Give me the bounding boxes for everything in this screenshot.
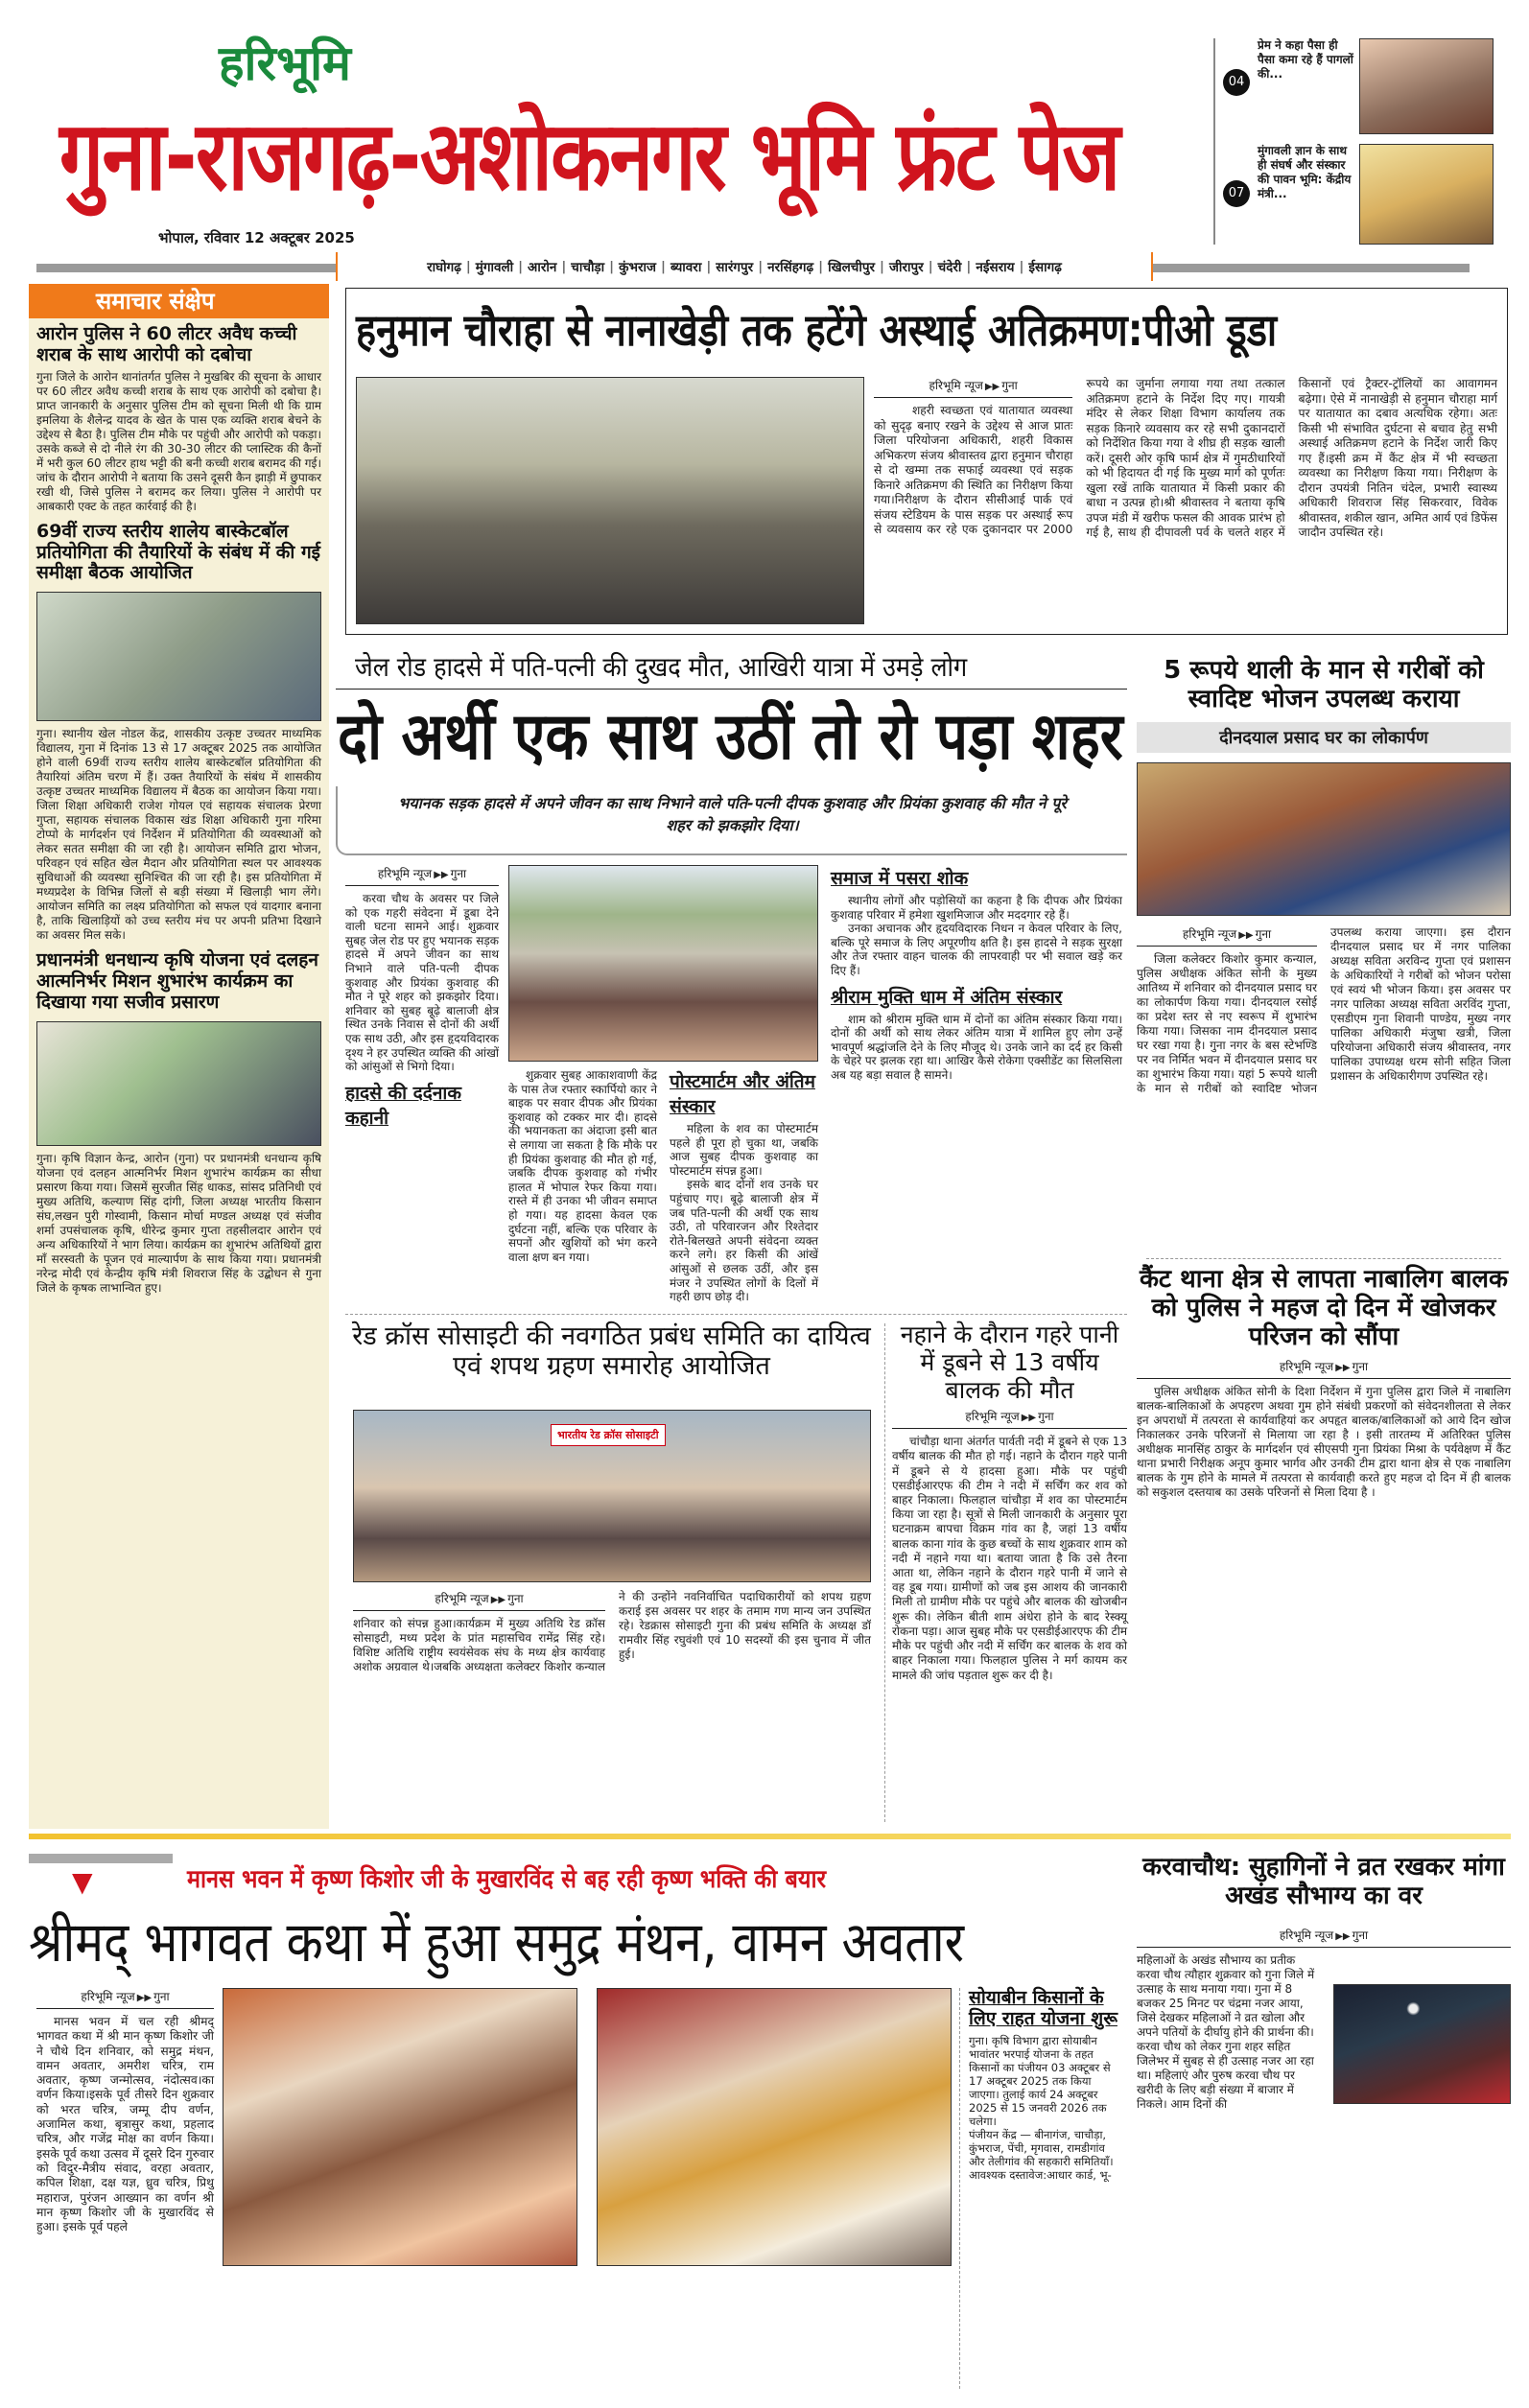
byline-city: गुना bbox=[1352, 1928, 1369, 1942]
sub2-body: महिला के शव का पोस्टमार्टम पहले ही पूरा हो चुका था, जबकि आज सुबह दीपक कुशवाह का पोस्टमार्टम संपन्न हुआ। bbox=[670, 1122, 818, 1178]
top-story-body: शहरी स्वच्छता एवं यातायात व्यवस्था को सुदृढ़ बनाए रखने के उद्देश्य से आज प्रातः जिला परियोजना अधिकारी, शहरी विकास अभिकरण संजय श्रीवास्तव द्वारा हनुमान चौराहा से दो खम्मा तक सफाई व्यवस्था एवं सड़क किनारे अतिक्रमण की स्थिति का निरीक्षण किया गया।निरीक्षण के दौरान सीसीआई पार्क एवं संजय स्टेडियम के पास सड़क पर अस्थाई रूप से व्यवसाय कर रहे एक दुकानदार पर 2000 रूपये का जुर्माना लगाया गया तथा तत्काल अतिक्रमण हटाने के निर्देश दिए गए। गायत्री मंदिर से लेकर शिक्षा विभाग कार्यालय तक सड़क किनारे व्यवसाय कर रहे सभी दुकानदारों को निर्देशित किया गया वे शीघ्र ही सड़क खाली करें। दूसरी ओर कृषि फार्म क्षेत्र में गुमठीधारियों को भी हिदायत दी गई कि मुख्य मार्ग को पूर्णतः खुला रखें ताकि यातायात में किसी प्रकार की बाधा न उत्पन्न हो।श्री श्रीवास्तव ने बताया कृषि उपज मंडी में खरीफ फसल की आवक प्रारंभ हो गई है, साथ ही दीपावली पर्व के चलते शहर में किसानों एवं ट्रैक्टर-ट्रॉलियों का आवागमन बढ़ेगा। ऐसे में नानाखेड़ी से हनुमान चौराहा मार्ग पर यातायात का दबाव अत्यधिक रहेगा। अतः किसी भी संभावित दुर्घटना से बचाव हेतु सभी अस्थाई अतिक्रमण हटाने के निर्देश जारी किए गए हैं।इसी क्रम में कैंट क्षेत्र में भी स्वच्छता व्यवस्था का निरीक्षण किया गया। निरीक्षण के दौरान उपयंत्री नितिन चंदेल, प्रभारी स्वास्थ्य अधिकारी शिवराज सिंह सिकरवार, विवेक श्रीवास्तव, शकील खान, अमित आर्य एवं डिफेंस जादौन उपस्थित रहे। bbox=[874, 377, 1497, 539]
byline-city: गुना bbox=[1352, 1359, 1369, 1373]
lead-headline: दो अर्थी एक साथ उठीं तो रो पड़ा शहर bbox=[338, 699, 1123, 775]
karwa-photo-slot bbox=[1329, 1984, 1511, 2109]
byline-city: गुना bbox=[1038, 1410, 1054, 1424]
red-chevron-icon: ▼ bbox=[72, 1866, 93, 1898]
lead-col-4 bbox=[831, 865, 1122, 1083]
location-link[interactable]: नईसराय bbox=[976, 260, 1015, 275]
separator: | bbox=[609, 259, 615, 274]
byline bbox=[345, 865, 499, 886]
divider bbox=[884, 1323, 885, 1822]
teaser-text: मुंगावली ज्ञान के साथ ही संघर्ष और संस्कार की पावन भूमि: केंद्रीय मंत्री... bbox=[1258, 144, 1352, 200]
byline bbox=[1137, 1358, 1511, 1379]
thali-headline: 5 रूपये थाली के मान से गरीबों को स्वादिष्ट भोजन उपलब्ध कराया bbox=[1164, 656, 1484, 713]
separator: | bbox=[928, 259, 933, 274]
gray-tab bbox=[29, 1854, 173, 1863]
thali-subhead: दीनदयाल प्रसाद घर का लोकार्पण bbox=[1137, 722, 1511, 753]
byline bbox=[892, 1408, 1127, 1429]
karwa-body bbox=[1137, 1953, 1511, 2112]
location-link[interactable]: आरोन bbox=[528, 260, 557, 275]
dateline: भोपाल, रविवार 12 अक्टूबर 2025 bbox=[158, 229, 355, 246]
byline-agency: हरिभूमि न्यूज bbox=[1279, 1928, 1334, 1942]
drowning-story bbox=[892, 1321, 1127, 1827]
separator: | bbox=[706, 259, 712, 274]
byline-agency: हरिभूमि न्यूज bbox=[965, 1410, 1020, 1424]
subhead: श्रीराम मुक्ति धाम में अंतिम संस्कार bbox=[831, 986, 1063, 1008]
thali-story bbox=[1137, 657, 1511, 1256]
karwa-story bbox=[1137, 1846, 1511, 2393]
katha-audience-photo bbox=[223, 1988, 577, 2266]
brief-headline: आरोन पुलिस ने 60 लीटर अवैध कच्ची शराब के साथ आरोपी को दबोचा bbox=[36, 323, 297, 365]
drowning-body: चांचौड़ा थाना अंतर्गत पार्वती नदी में डूबने से एक 13 वर्षीय बालक की मौत हो गई। नहाने के दौरान गहरे पानी में डूबने से ये हादसा हुआ। मौके पर पहुंची एसडीईआरएफ की टीम ने नदी में सर्चिंग कर शव को बाहर निकाला। फिलहाल चांचौड़ा में शव का पोस्टमार्टम किया जा रहा है। सूत्रों से मिली जानकारी के अनुसार पूरा घटनाक्रम बापचा विक्रम गांव का है, जहां 13 वर्षीय बालक काना गांव के कुछ बच्चों के साथ शुक्रवार शाम को नदी में नहाने गया था। बताया जाता है कि उसे तैरना आता था, लेकिन नहाने के दौरान गहरे पानी में जाने से वह डूब गया। ग्रामीणों को जब इस आशय की जानकारी मिली तो ग्रामीण मौके पर पहुंचे और बालक की खोजबीन शुरू की। लेकिन बीती शाम अंधेरा होने के बाद रेस्क्यू रोकना पड़ा। आज सुबह मौके पर एसडीईआरएफ की टीम मौके पर पहुंची और नदी में सर्चिंग कर बालक के शव को बाहर निकाला गया। फिलहाल पुलिस ने मर्ग कायम कर मामले की जांच पड़ताल शुरू कर दी है। bbox=[892, 1435, 1127, 1682]
byline-agency: हरिभूमि न्यूज bbox=[435, 1592, 489, 1605]
krishi-broadcast-photo bbox=[36, 1021, 321, 1146]
drowning-headline: नहाने के दौरान गहरे पानी में डूबने से 13 वर्षीय बालक की मौत bbox=[900, 1321, 1119, 1404]
byline-city: गुना bbox=[153, 1990, 170, 2003]
brief-headline: प्रधानमंत्री धनधान्य कृषि योजना एवं दलहन आत्मनिर्भर मिशन शुभारंभ कार्यक्रम का दिखाया गया सजीव प्रसारण bbox=[36, 949, 318, 1013]
byline-agency: हरिभूमि न्यूज bbox=[929, 379, 983, 392]
news-brief-sidebar bbox=[29, 284, 329, 1829]
teaser-1[interactable] bbox=[1223, 38, 1492, 134]
location-link[interactable]: सारंगपुर bbox=[716, 260, 754, 275]
byline-city: गुना bbox=[507, 1592, 524, 1605]
top-story-headline: हनुमान चौराहा से नानाखेड़ी तक हटेंगे अस्थाई अतिक्रमण:पीओ डूडा bbox=[356, 304, 1278, 356]
soybean-headline: सोयाबीन किसानों के लिए राहत योजना शुरू bbox=[969, 1987, 1117, 2029]
oath-ceremony-photo bbox=[353, 1410, 871, 1582]
fast-forward-icon: ▶▶ bbox=[434, 870, 449, 880]
sub3-body: स्थानीय लोगों और पड़ोसियों का कहना है कि दीपक और प्रियंका कुशवाह परिवार में हमेशा खुशमिजाज और मददगार रहे हैं। bbox=[831, 894, 1122, 922]
teaser-text: प्रेम ने कहा पैसा ही पैसा कमा रहे हैं पागलों की... bbox=[1258, 38, 1353, 81]
top-story bbox=[345, 288, 1508, 635]
separator: | bbox=[518, 259, 524, 274]
divider bbox=[959, 1988, 960, 2389]
brief-headline: 69वीं राज्य स्तरीय शालेय बास्केटबॉल प्रतियोगिता की तैयारियों के संबंध में की गई समीक्षा बैठक आयोजित bbox=[36, 520, 320, 584]
sub2-body-2: इसके बाद दोनों शव उनके घर पहुंचाए गए। बूढ़े बालाजी क्षेत्र में जब पति-पत्नी की अर्थी एक साथ उठी, तो परिवारजन और रिश्तेदार रोते-बिलखते अपनी संवेदना व्यक्त करने लगे। हर किसी की आंखें आंसुओं से छलक उठीं, और इस मंजर ने उपस्थित लोगों के दिलों में गहरी छाप छोड़ दी। bbox=[670, 1178, 818, 1304]
bhagwat-headline: श्रीमद् भागवत कथा में हुआ समुद्र मंथन, वामन अवतार bbox=[29, 1909, 965, 1975]
lead-col-3 bbox=[670, 1068, 818, 1304]
kicker-rule bbox=[336, 689, 1127, 690]
fast-forward-icon: ▶▶ bbox=[1335, 1362, 1351, 1373]
subhead: समाज में पसरा शोक bbox=[831, 868, 969, 889]
byline-agency: हरिभूमि न्यूज bbox=[1279, 1359, 1334, 1373]
subhead: हादसे की दर्दनाक कहानी bbox=[345, 1082, 461, 1129]
bhagwat-story bbox=[29, 1846, 1127, 2393]
page-number-badge: 07 bbox=[1223, 180, 1250, 207]
section-rule bbox=[29, 1834, 1511, 1839]
separator: | bbox=[1019, 259, 1024, 274]
location-link[interactable]: ईसागढ़ bbox=[1028, 260, 1062, 275]
page-number-badge: 04 bbox=[1223, 69, 1250, 96]
title-box bbox=[59, 96, 1196, 221]
top-story-columns bbox=[874, 377, 1497, 628]
separator: | bbox=[561, 259, 567, 274]
byline bbox=[36, 1988, 214, 2009]
kicker-box bbox=[355, 648, 1122, 687]
basketball-meeting-photo bbox=[36, 592, 321, 721]
masthead bbox=[0, 0, 1529, 278]
byline-agency: हरिभूमि न्यूज bbox=[81, 1990, 135, 2003]
redcross-columns bbox=[353, 1590, 871, 1674]
lead-deck bbox=[336, 786, 1127, 855]
location-link[interactable]: नरसिंहगढ़ bbox=[767, 260, 814, 275]
sidebar-header-label: समाचार संक्षेप bbox=[96, 288, 215, 315]
teaser-photo bbox=[1359, 38, 1494, 134]
thali-columns bbox=[1137, 925, 1511, 1096]
location-link[interactable]: चाचौड़ा bbox=[571, 260, 605, 275]
teaser-2[interactable] bbox=[1223, 144, 1492, 245]
redcross-body: शनिवार को संपन्न हुआ।कार्यक्रम में मुख्य अतिथि रेड क्रॉस सोसाइटी, मध्य प्रदेश के प्रांत महासचिव रामेंद्र सिंह रहे। विशिष्ट अतिथि राष्ट्रीय स्वयंसेवक संघ के मध्य क्षेत्र कार्यवाह अशोक अग्रवाल थे।जबकि अध्यक्षता कलेक्टर किशोर कन्याल ने की उन्होंने नवनिर्वाचित पदाधिकारीयों को शपथ ग्रहण कराई इस अवसर पर शहर के तमाम गण मान्य जन उपस्थित रहे। रेडक्रास सोसाइटी गुना की प्रबंध समिति के अध्यक्ष डॉ रामवीर सिंह रघुवंशी एवं 10 सदस्यों की इस चुनाव में जीत हुई। bbox=[353, 1590, 871, 1673]
sub3-body-2: उनका अचानक और हृदयविदारक निधन न केवल परिवार के लिए, बल्कि पूरे समाज के लिए अपूरणीय क्षति है। इस हादसे ने सड़क सुरक्षा और तेज रफ्तार वाहन चालक की लापरवाही पर भी सवाल खड़े कर दिए हैं। bbox=[831, 922, 1122, 977]
bhagwat-col-1 bbox=[36, 1988, 214, 2234]
soybean-body-2: पंजीयन केंद्र — बीनागंज, चाचौड़ा, कुंभराज, पेंची, मृगवास, रामडीगांव और तेलीगांव की सहकारी समितियाँ।आवश्यक दस्तावेज:आधार कार्ड, भू- bbox=[969, 2127, 1114, 2182]
separator: | bbox=[758, 259, 764, 274]
funeral-procession-photo bbox=[508, 865, 818, 1062]
separator: | bbox=[966, 259, 972, 274]
divider bbox=[345, 1314, 1127, 1315]
redcross-story bbox=[345, 1321, 878, 1827]
location-link[interactable]: मुंगावली bbox=[475, 260, 514, 275]
lead-kicker: जेल रोड हादसे में पति-पत्नी की दुखद मौत, आखिरी यात्रा में उमड़े लोग bbox=[355, 651, 968, 683]
location-link[interactable]: खिलचीपुर bbox=[828, 260, 876, 275]
byline bbox=[353, 1590, 605, 1611]
fast-forward-icon: ▶▶ bbox=[1238, 929, 1254, 941]
bhagwat-kicker: मानस भवन में कृष्ण किशोर जी के मुखारविंद से बह रही कृष्ण भक्ति की बयार bbox=[187, 1865, 827, 1894]
lead-col-2 bbox=[508, 1068, 657, 1264]
byline-city: गुना bbox=[1255, 926, 1272, 941]
cantt-headline: कैंट थाना क्षेत्र से लापता नाबालिग बालक को पुलिस ने महज दो दिन में खोजकर परिजन को सौंपा bbox=[1139, 1265, 1509, 1351]
byline-city: गुना bbox=[1001, 379, 1018, 392]
teaser-photo bbox=[1359, 144, 1494, 245]
redcross-headline: रेड क्रॉस सोसाइटी की नवगठित प्रबंध समिति का दायित्व एवं शपथ ग्रहण समारोह आयोजित bbox=[352, 1321, 871, 1382]
byline bbox=[874, 377, 1072, 398]
soybean-body: गुना। कृषि विभाग द्वारा सोयाबीन भावांतर भरपाई योजना के तहत किसानों का पंजीयन 03 अक्टूबर से 17 अक्टूबर 2025 तक किया जाएगा। तुलाई कार्य 24 अक्टूबर 2025 से 15 जनवरी 2026 तक चलेगा। bbox=[969, 2033, 1111, 2128]
encroachment-inspection-photo bbox=[356, 377, 864, 624]
lead-intro: करवा चौथ के अवसर पर जिले को एक गहरी संवेदना में डूबा देने वाली घटना सामने आई। शुक्रवार सुबह जेल रोड पर हुए भयानक सड़क हादसे में अपने जीवन का साथ निभाने वाले पति-पत्नी दीपक कुशवाह और प्रियंका कुशवाह की मौत ने पूरे शहर को झकझोर दिया। शनिवार को सुबह बूढ़े बालाजी क्षेत्र स्थित उनके निवास से दोनों की अर्थी एक साथ उठी, और इस हृदयविदारक दृश्य ने हर उपस्थित व्यक्ति की आंखों को आंसुओं से भिगो दिया। bbox=[345, 892, 499, 1074]
brief-body: गुना जिले के आरोन थानांतर्गत पुलिस ने मुखबिर की सूचना के आधार पर 60 लीटर अवैध कच्ची शराब के साथ एक आरोपी को दबोचा है। प्राप्त जानकारी के अनुसार पुलिस टीम को सूचना मिली थी कि ग्राम इमलिया के शैलेन्द्र यादव के खेत के पास एक व्यक्ति शराब बेचने के उद्देश्य से बैठा है। पुलिस टीम मौके पर पहुंची और आरोपी को पकड़ा। उसके कब्जे से दो नीले रंग की 30-30 लीटर की प्लास्टिक की कैनों में भरी कुल 60 लीटर हाथ भट्टी की बनी कच्ची शराब बरामद की गई। जांच के दौरान आरोपी ने बताया कि उसने दूसरी कैन झाड़ी में छुपाकर रखी थी, जिसे पुलिस ने बरामद कर लिया। पुलिस ने आरोपी पर आबकारी एक्ट के तहत कार्रवाई की है। bbox=[36, 369, 321, 513]
brief-body: गुना। कृषि विज्ञान केन्द्र, आरोन (गुना) पर प्रधानमंत्री धनधान्य कृषि योजना एवं दलहन आत्मनिर्भर मिशन शुभारंभ कार्यक्रम का सीधा प्रसारण किया गया। जिसमें सुरजीत सिंह धाकड, सांसद प्रतिनिधी एवं मुख्य अतिथि, कल्याण सिंह दांगी, जिला अध्यक्ष भारतीय किसान संघ,लखन पुरी गोस्वामी, किसान मोर्चा मण्डल अध्यक्ष एवं संजीव शर्मा उपसंचालक कृषि, धीरेन्द्र कुमार गुप्ता तहसीलदार आरोन एवं अन्य अधिकारियों ने भाग लिया। कार्यक्रम का शुभारंभ अतिथियों द्वारा माँ सरस्वती के पूजन एवं माल्यार्पण के साथ किया गया। प्रधानमंत्री नरेन्द्र मोदी एवं केन्द्रीय कृषि मंत्री शिवराज सिंह के उद्बोधन से गुना जिले के कृषक लाभान्वित हुए। bbox=[36, 1151, 321, 1295]
sub4-body: शाम को श्रीराम मुक्ति धाम में दोनों का अंतिम संस्कार किया गया। दोनों की अर्थी को साथ लेकर अंतिम यात्रा में शामिल हुए लोग उन्हें भावपूर्ण श्रद्धांजलि देने के लिए मौजूद थे। उनके जाने का दर्द हर किसी के चेहरे पर झलक रहा था। आखिर कैसे रोकेगा एक्सीडेंट का सिलसिला अब यह बड़ा सवाल है सामने। bbox=[831, 1012, 1122, 1082]
byline bbox=[1137, 1927, 1511, 1948]
divider bbox=[1146, 1258, 1501, 1259]
banner-text: भारतीय रेड क्रॉस सोसाइटी bbox=[551, 1424, 666, 1446]
location-link[interactable]: ब्यावरा bbox=[670, 260, 702, 275]
bhagwat-headline-box bbox=[29, 1904, 1122, 1982]
byline-agency: हरिभूमि न्यूज bbox=[377, 867, 433, 880]
divider-line bbox=[1213, 38, 1215, 245]
fast-forward-icon: ▶▶ bbox=[136, 1993, 153, 2003]
deck-text: भयानक सड़क हादसे में अपने जीवन का साथ निभाने वाले पति-पत्नी दीपक कुशवाह और प्रियंका कुशवाह की मौत ने पूरे शहर को झकझोर दिया। bbox=[398, 794, 1067, 834]
brief-body: गुना। स्थानीय खेल नोडल केंद्र, शासकीय उत्कृष्ट उच्चतर माध्यमिक विद्यालय, गुना में दिनांक 13 से 17 अक्टूबर 2025 तक आयोजित होने वाली 69वीं राज्य स्तरीय शालेय बास्केटबॉल प्रतियोगिता की तैयारियां अंतिम चरण में हैं। उक्त तैयारियों के संबंध में शासकीय उत्कृष्ट उच्चतर माध्यमिक विद्यालय में बैठक का आयोजन किया गया। जिला शिक्षा अधिकारी राजेश गोयल एवं सहायक संचालक प्रेरणा गुप्ता, सहायक संचालक विकास खंड शिक्षा अधिकारी गुना गरिमा टोप्पो के मार्गदर्शन एवं निर्देशन में प्रतियोगिता की व्यवस्थाओं को लेकर सतत समीक्षा की जा रही है। आयोजन समिति द्वारा भोजन, परिवहन एवं सहित खेल मैदान और प्रतियोगिता स्थल पर आवश्यक सुविधाओं की व्यवस्था सुनिश्चित की जा रही है। इस प्रतियोगिता में मध्यप्रदेश के विभिन्न जिलों से बड़ी संख्या में खिलाड़ी भाग लेंगे। आयोजन समिति का लक्ष्य प्रतियोगिता को सफल एवं यादगार बनाना है, ताकि खिलाड़ियों को उच्च स्तरीय मंच पर अपनी प्रतिभा दिखाने का अवसर मिल सके। bbox=[36, 727, 321, 943]
karwa-headline: करवाचौथ: सुहागिनों ने व्रत रखकर मांगा अखंड सौभाग्य का वर bbox=[1142, 1853, 1505, 1910]
lead-headline-box bbox=[338, 694, 1124, 783]
karwa-body-text: महिलाओं के अखंड सौभाग्य का प्रतीक करवा चौथ त्यौहार शुक्रवार को गुना जिले में उत्साह के साथ मनाया गया। गुना में 8 बजकर 25 मिनट पर चंद्रमा नजर आया, जिसे देखकर महिलाओं ने व्रत खोला और अपने पतियों के दीर्घायु होने की प्रार्थना की। करवा चौथ को लेकर गुना शहर सहित जिलेभर में सुबह से ही उत्साह नजर आ रहा था। महिलाएं और पुरुष करवा चौथ पर खरीदी के लिए बड़ी संख्या में बाजार में निकले। आम दिनों की bbox=[1137, 1952, 1315, 2111]
byline bbox=[1137, 925, 1317, 947]
location-link[interactable]: राघोगढ़ bbox=[427, 260, 461, 275]
cantt-story bbox=[1137, 1266, 1511, 1827]
sidebar-header bbox=[29, 284, 329, 318]
separator: | bbox=[880, 259, 884, 274]
separator: | bbox=[818, 259, 824, 274]
bhagwat-body: मानस भवन में चल रही श्रीमद् भागवत कथा में श्री मान कृष्ण किशोर जी ने चौथे दिन शनिवार, को समुद्र मंथन, वामन अवतार, अमरीश चरित्र, राम अवतार, कृष्ण जन्मोत्सव, नंदोत्सव।का वर्णन किया।इसके पूर्व तीसरे दिन शुक्रवार को भरत चरित्र, जम्मू दीप वर्णन, अजामिल कथा, बृत्रासुर कथा, प्रहलाद चरित्र, और गजेंद्र मोक्ष का वर्णन किया। इसके पूर्व कथा उत्सव में दूसरे दिन गुरुवार को विदुर-मैत्रीय संवाद, वरहा अवतार, कपिल शिक्षा, दक्ष यज्ञ, ध्रुव चरित्र, प्रिथु महाराज, पुरंजन आख्यान का वर्णन श्री मान कृष्ण किशोर जी के मुखारविंद से हुआ। इसके पूर्व पहले bbox=[36, 2015, 214, 2234]
byline-city: गुना bbox=[450, 867, 467, 880]
location-bar bbox=[336, 252, 1153, 281]
katha-stage-photo bbox=[597, 1988, 952, 2266]
top-headline-box bbox=[356, 296, 1497, 368]
separator: | bbox=[661, 259, 666, 274]
brand-logo: हरिभूमि bbox=[219, 35, 351, 91]
location-link[interactable]: कुंभराज bbox=[619, 260, 656, 275]
fast-forward-icon: ▶▶ bbox=[1335, 1930, 1351, 1942]
byline-agency: हरिभूमि न्यूज bbox=[1182, 926, 1237, 941]
lead-story bbox=[336, 648, 1127, 1310]
subhead: पोस्टमार्टम और अंतिम संस्कार bbox=[670, 1071, 815, 1117]
location-link[interactable]: जीरापुर bbox=[888, 260, 924, 275]
cantt-body: पुलिस अधीक्षक अंकित सोनी के दिशा निर्देशन में गुना पुलिस द्वारा जिले में नाबालिग बालक-बालिकाओं के अपहरण अथवा गुम होने संबंधी प्रकरणों को संवेदनशीलता से लेकर इन अपराधों में तत्परता से कार्यवाहियां कर अपहृत बालक/बालिकाओं को आये दिन खोज निकालकर उनके परिजनों से मिलाया जा रहा है । इसी तारतम्य में अतिरिक्त पुलिस अधीक्षक मानसिंह ठाकुर के मार्गदर्शन एवं सीएसपी गुना प्रियंका मिश्रा के पर्यवेक्षण में कैंट थाना प्रभारी निरीक्षक अनूप कुमार भार्गव और उनकी टीम द्वारा थाना क्षेत्र से एक नाबालिग बालक के गुम होने के मामले में तत्परता से कार्यवाही करते हुए महज दो दिन में ही बालक को सकुशल दस्तयाब का उसके परिजनों से मिला दिया है । bbox=[1137, 1384, 1511, 1499]
fast-forward-icon: ▶▶ bbox=[984, 382, 1000, 392]
location-link[interactable]: चंदेरी bbox=[937, 260, 962, 275]
separator: | bbox=[465, 259, 471, 274]
thali-body: जिला कलेक्टर किशोर कुमार कन्याल, पुलिस अधीक्षक अंकित सोनी के मुख्य आतिथ्य में शनिवार को दीनदयाल प्रसाद घर का लोकार्पण किया गया। दीनदयाल रसोई का प्रदेश स्तर से नए स्वरूप में शुभारंभ किया गया। जिसका नाम दीनदयाल प्रसाद घर रखा गया है। गुना नगर के बस स्टेभण्डि पर नव निर्मित भवन में दीनदयाल प्रसाद घर का शुभारंभ किया गया। यहां 5 रूपये थाली के मान से गरीबों को स्वादिष्ट भोजन उपलब्ध कराया जाएगा। इस दौरान दीनदयाल प्रसाद घर में नगर पालिका अध्यक्ष सविता अरविन्द गुप्ता एवं प्रशासन के अधिकारियों ने गरीबों को भोजन परोसा एवं स्वयं भी भोजन किया। इस अवसर पर नगर पालिका अध्यक्ष सविता अरविंद गुप्ता, एसडीएम गुना शिवानी पाण्डेय, मुख्य नगर पालिका अधिकारी मंजुषा खत्री, जिला परियोजना अधिकारी संजय श्रीवास्तव, नगर पालिका उपाध्यक्ष धरम सोनी सहित जिला प्रशासन के अधिकारीगण उपस्थित रहे। bbox=[1137, 924, 1511, 1095]
fast-forward-icon: ▶▶ bbox=[1021, 1413, 1037, 1424]
fast-forward-icon: ▶▶ bbox=[490, 1595, 506, 1605]
prasad-ghar-photo bbox=[1137, 762, 1511, 916]
page-title: गुना-राजगढ़-अशोकनगर भूमि फ्रंट पेज bbox=[59, 100, 1119, 212]
soybean-story bbox=[969, 1988, 1124, 2182]
sub1-body: शुक्रवार सुबह आकाशवाणी केंद्र के पास तेज रफ्तार स्कार्पियो कार ने बाइक पर सवार दीपक और प्रियंका कुशवाह को टक्कर मार दी। हादसे की भयानकता का अंदाजा इसी बात से लगाया जा सकता है कि मौके पर ही प्रियंका कुशवाह की मौत हो गई, जबकि दीपक कुशवाह को गंभीर हालत में भोपाल रेफर किया गया। रास्ते में ही उनका भी जीवन समाप्त हो गया। यह हादसा केवल एक दुर्घटना नहीं, बल्कि एक परिवार के सपनों और खुशियों को भंग करने वाला क्षण बन गया। bbox=[508, 1068, 657, 1264]
bhagwat-kicker-box bbox=[187, 1859, 1122, 1902]
karwa-chauth-couple-photo bbox=[1333, 1984, 1511, 2104]
lead-col-1 bbox=[345, 865, 499, 1134]
